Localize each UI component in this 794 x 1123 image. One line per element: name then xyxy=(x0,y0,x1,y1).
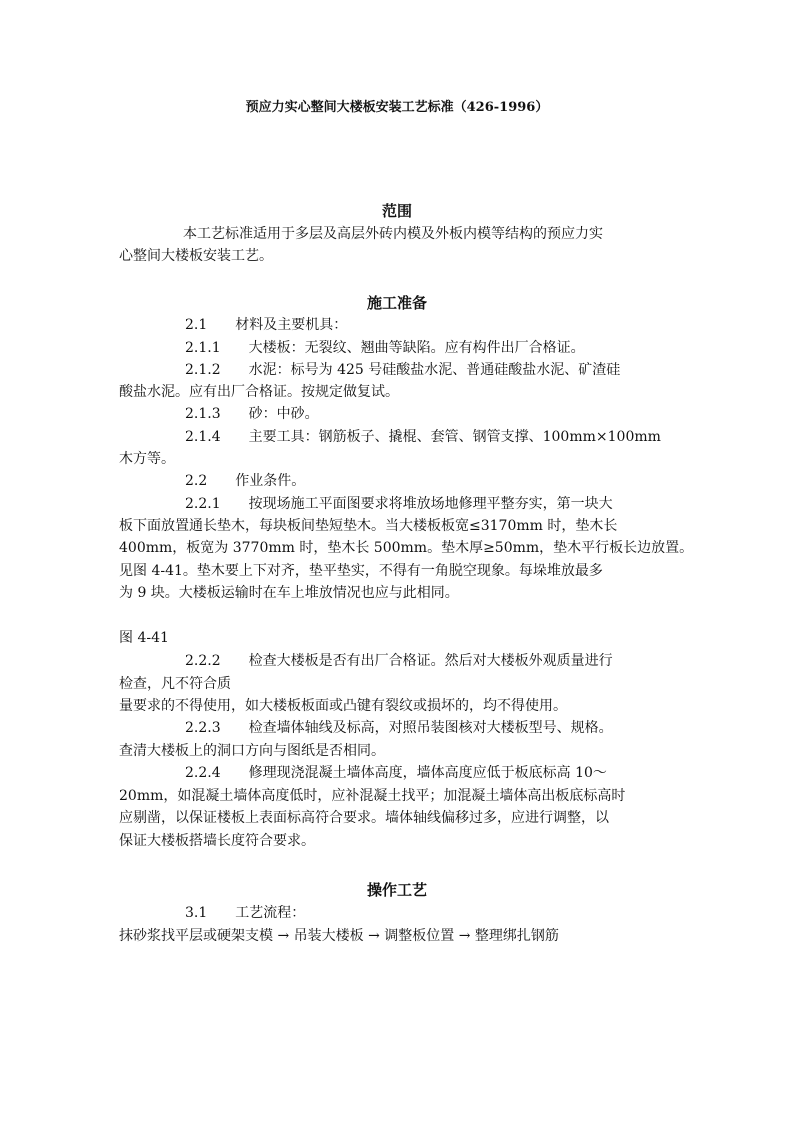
paragraph-line: 检查，凡不符合质 xyxy=(119,676,231,692)
clause-line: 2.2.4 修理现浇混凝土墙体高度，墙体高度应低于板底标高 10～ xyxy=(185,765,607,781)
figure-reference: 图 4-41 xyxy=(119,630,169,646)
paragraph-line: 应剔凿，以保证楼板上表面标高符合要求。墙体轴线偏移过多，应进行调整，以 xyxy=(119,810,609,826)
paragraph-line: 查清大楼板上的洞口方向与图纸是否相同。 xyxy=(119,743,385,759)
paragraph-line: 木方等。 xyxy=(119,451,175,467)
paragraph-line: 20mm，如混凝土墙体高度低时，应补混凝土找平；加混凝土墙体高出板底标高时 xyxy=(119,788,626,804)
clause-line: 2.1.4 主要工具：钢筋板子、撬棍、套管、钢管支撑、100mm×100mm xyxy=(185,429,661,445)
clause-line: 2.2 作业条件。 xyxy=(185,473,306,489)
paragraph-line: 见图 4-41。垫木要上下对齐，垫平垫实，不得有一角脱空现象。每垛堆放最多 xyxy=(119,563,603,579)
paragraph-line: 保证大楼板搭墙长度符合要求。 xyxy=(119,833,315,849)
clause-line: 2.2.2 检查大楼板是否有出厂合格证。然后对大楼板外观质量进行 xyxy=(185,653,613,669)
clause-line: 2.2.3 检查墙体轴线及标高，对照吊装图核对大楼板型号、规格。 xyxy=(185,720,613,736)
paragraph-line: 本工艺标准适用于多层及高层外砖内模及外板内模等结构的预应力实 xyxy=(183,226,603,242)
clause-line: 2.1.1 大楼板：无裂纹、翘曲等缺陷。应有构件出厂合格证。 xyxy=(185,340,585,356)
clause-line: 2.1.2 水泥：标号为 425 号硅酸盐水泥、普通硅酸盐水泥、矿渣硅 xyxy=(185,362,621,378)
paragraph-line: 心整间大楼板安装工艺。 xyxy=(119,248,273,264)
process-flow-line: 抹砂浆找平层或硬架支模 → 吊装大楼板 → 调整板位置 → 整理绑扎钢筋 xyxy=(119,928,559,944)
clause-line: 2.1.3 砂：中砂。 xyxy=(185,406,319,422)
paragraph-line: 为 9 块。大楼板运输时在车上堆放情况也应与此相同。 xyxy=(119,585,459,601)
clause-line: 2.1 材料及主要机具： xyxy=(185,317,348,333)
clause-line: 3.1 工艺流程： xyxy=(185,905,306,921)
paragraph-line: 酸盐水泥。应有出厂合格证。按规定做复试。 xyxy=(119,384,399,400)
paragraph-line: 量要求的不得使用，如大楼板板面或凸键有裂纹或损坏的，均不得使用。 xyxy=(119,698,567,714)
section-heading-preparation: 施工准备 xyxy=(366,294,427,312)
section-heading-process: 操作工艺 xyxy=(366,881,427,899)
section-heading-scope: 范围 xyxy=(381,202,412,220)
clause-line: 2.2.1 按现场施工平面图要求将堆放场地修理平整夯实，第一块大 xyxy=(185,496,613,512)
paragraph-line: 板下面放置通长垫木，每块板间垫短垫木。当大楼板板宽≤3170mm 时，垫木长 xyxy=(119,518,618,534)
paragraph-line: 400mm，板宽为 3770mm 时，垫木长 500mm。垫木厚≥50mm，垫木平行板长边放置。 xyxy=(119,540,694,556)
document-title: 预应力实心整间大楼板安装工艺标准（426-1996） xyxy=(245,100,549,115)
